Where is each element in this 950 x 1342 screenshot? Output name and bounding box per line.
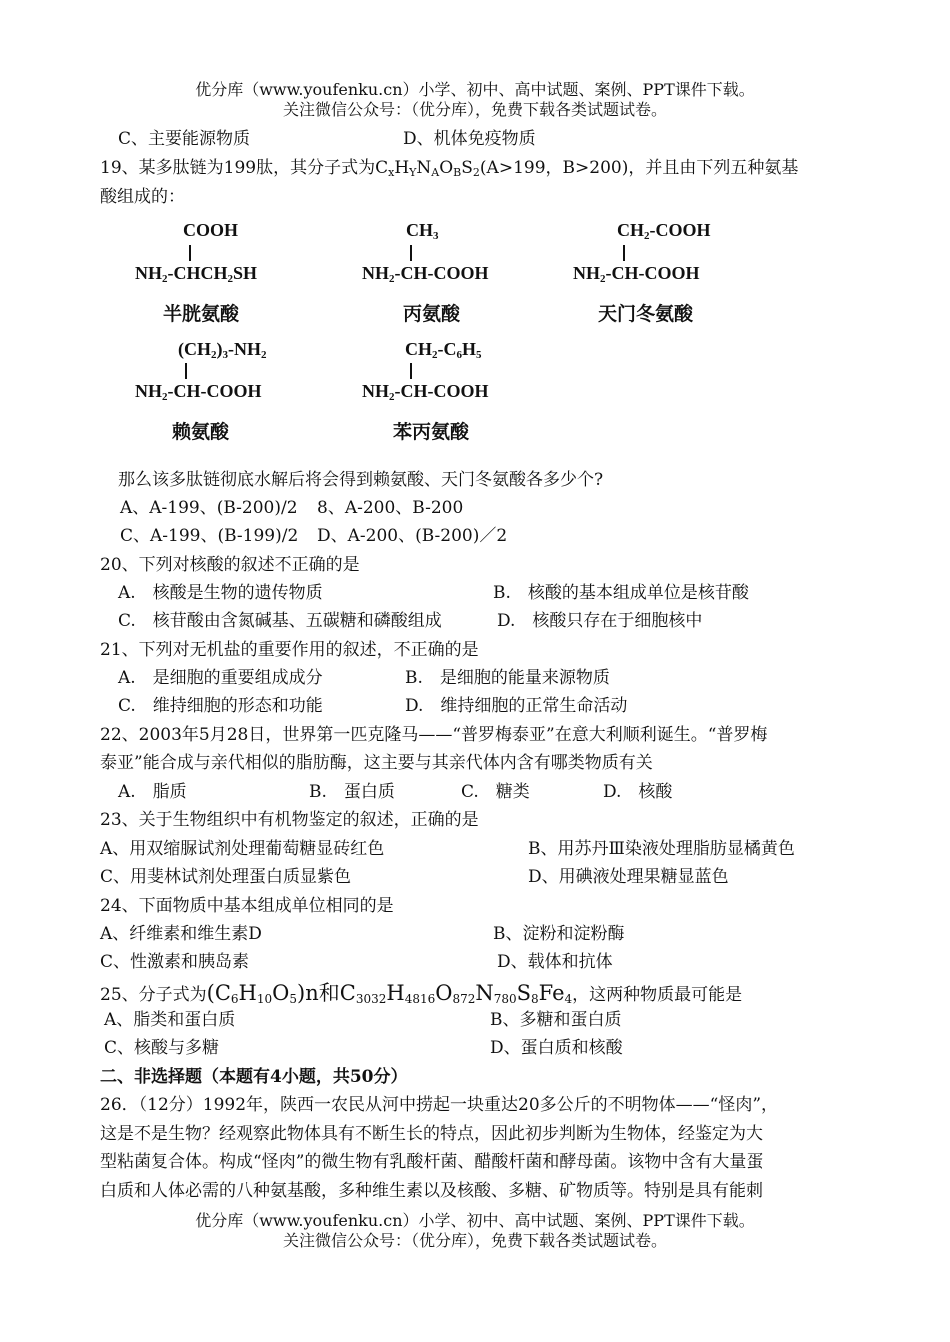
q23-option-c: C、用斐林试剂处理蛋白质显紫色: [100, 867, 352, 887]
q22-option-c: C. 糖类: [461, 782, 530, 802]
q22-stem-2: 泰亚”能合成与亲代相似的脂肪酶，这主要与其亲代体内含有哪类物质有关: [100, 753, 653, 773]
alanine-r-group: $CH_3$: [406, 220, 439, 242]
cysteine-bond: [189, 245, 191, 261]
aspartate-backbone: $NH_2-CH$-COOH: [573, 263, 700, 285]
q18-option-d: D、机体免疫物质: [403, 129, 536, 149]
q23-option-a: A、用双缩脲试剂处理葡萄糖显砖红色: [100, 839, 385, 859]
lysine-bond: [185, 363, 187, 379]
amino-acid-name-phenylalanine: 苯丙氨酸: [393, 421, 470, 443]
lysine-r-group: $(CH_2)_3-NH_2$: [178, 339, 267, 361]
q25-option-b: B、多糖和蛋白质: [490, 1010, 622, 1030]
q20-option-d: D. 核酸只存在于细胞核中: [497, 611, 703, 631]
q23-option-d: D、用碘液处理果糖显蓝色: [528, 867, 729, 887]
phenylalanine-r-group: $CH_2-C_6H_5$: [405, 339, 482, 361]
q25-stem: 25、分子式为$(C_6H_{10}O_5)n$和$C_{3032}H_{4816}O_{872}N_{780}S_8Fe_4$，这两种物质最可能是: [100, 981, 743, 1006]
q24-option-a: A、纤维素和维生素D: [100, 924, 262, 944]
q23-option-b: B、用苏丹Ⅲ染液处理脂肪显橘黄色: [528, 839, 795, 859]
q24-option-b: B、淀粉和淀粉酶: [493, 924, 625, 944]
aspartate-r-group: $CH_2$-COOH: [617, 220, 711, 242]
q26-line-1: 26．（12分）1992年，陕西一农民从河中捞起一块重达20多公斤的不明物体——“怪肉”，: [100, 1095, 779, 1115]
alanine-bond: [410, 245, 412, 261]
q20-option-c: C. 核苷酸由含氮碱基、五碳糖和磷酸组成: [118, 611, 442, 631]
header-line-2: 关注微信公众号：（优分库），免费下载各类试题试卷。: [282, 100, 667, 119]
alanine-backbone: $NH_2-CH$-COOH: [362, 263, 489, 285]
q20-option-b: B. 核酸的基本组成单位是核苷酸: [493, 583, 749, 603]
q21-option-b: B. 是细胞的能量来源物质: [405, 668, 610, 688]
q20-option-a: A. 核酸是生物的遗传物质: [118, 583, 323, 603]
section-title: 二、非选择题（本题有4小题，共50分）: [100, 1067, 408, 1087]
q22-option-a: A. 脂质: [118, 782, 187, 802]
q19-question: 那么该多肽链彻底水解后将会得到赖氨酸、天门冬氨酸各多少个?: [118, 470, 604, 490]
q19-option-a: A、A-199、(B-200)/2: [120, 498, 298, 518]
lysine-backbone: $NH_2-CH$-COOH: [135, 381, 262, 403]
q21-option-a: A. 是细胞的重要组成成分: [118, 668, 323, 688]
q19-stem-cont: 酸组成的：: [100, 187, 185, 207]
q21-option-d: D. 维持细胞的正常生命活动: [405, 696, 628, 716]
q22-option-d: D. 核酸: [603, 782, 673, 802]
footer-line-1: 优分库（www.youfenku.cn）小学、初中、高中试题、案例、PPT课件下载。: [195, 1211, 755, 1230]
q26-line-2: 这是不是生物？经观察此物体具有不断生长的特点，因此初步判断为生物体，经鉴定为大: [100, 1124, 763, 1144]
cysteine-backbone: $NH_2-CHCH_2SH$: [135, 263, 258, 285]
q19-option-d: D、A-200、(B-200)／2: [317, 526, 508, 546]
q23-stem: 23、关于生物组织中有机物鉴定的叙述，正确的是: [100, 810, 479, 830]
q24-option-d: D、载体和抗体: [497, 952, 613, 972]
footer-line-2: 关注微信公众号：（优分库），免费下载各类试题试卷。: [282, 1231, 667, 1250]
q22-stem-1: 22、2003年5月28日，世界第一匹克隆马——“普罗梅泰亚”在意大利顺利诞生。“普罗梅: [100, 725, 768, 745]
q25-option-d: D、蛋白质和核酸: [490, 1038, 623, 1058]
q19-option-c: C、A-199、(B-199)/2: [120, 526, 299, 546]
q22-option-b: B. 蛋白质: [309, 782, 395, 802]
q26-line-3: 型粘菌复合体。构成“怪肉”的微生物有乳酸杆菌、醋酸杆菌和酵母菌。该物中含有大量蛋: [100, 1152, 764, 1172]
amino-acid-name-lysine: 赖氨酸: [172, 421, 230, 443]
amino-acid-name-alanine: 丙氨酸: [403, 303, 461, 325]
q25-option-a: A、脂类和蛋白质: [104, 1010, 236, 1030]
q19-option-b: 8、A-200、B-200: [317, 498, 464, 518]
q26-line-4: 白质和人体必需的八种氨基酸，多种维生素以及核酸、多糖、矿物质等。特别是具有能刺: [100, 1181, 763, 1201]
q21-stem: 21、下列对无机盐的重要作用的叙述，不正确的是: [100, 640, 479, 660]
amino-acid-name-aspartate: 天门冬氨酸: [598, 303, 694, 325]
q18-option-c: C、主要能源物质: [118, 129, 251, 149]
q19-stem: 19、某多肽链为199肽，其分子式为$C_xH_YN_AO_BS_2(A>199$，B>200)，并且由下列五种氨基: [100, 158, 799, 179]
phenylalanine-backbone: $NH_2-CH$-COOH: [362, 381, 489, 403]
q25-option-c: C、核酸与多糖: [104, 1038, 220, 1058]
aspartate-bond: [623, 245, 625, 261]
q20-stem: 20、下列对核酸的叙述不正确的是: [100, 555, 360, 575]
amino-acid-name-cysteine: 半胱氨酸: [163, 303, 240, 325]
q21-option-c: C. 维持细胞的形态和功能: [118, 696, 323, 716]
q24-stem: 24、下面物质中基本组成单位相同的是: [100, 896, 394, 916]
q24-option-c: C、性激素和胰岛素: [100, 952, 250, 972]
phenylalanine-bond: [410, 363, 412, 379]
header-line-1: 优分库（www.youfenku.cn）小学、初中、高中试题、案例、PPT课件下载。: [195, 80, 755, 99]
cysteine-r-group: COOH: [183, 220, 239, 240]
